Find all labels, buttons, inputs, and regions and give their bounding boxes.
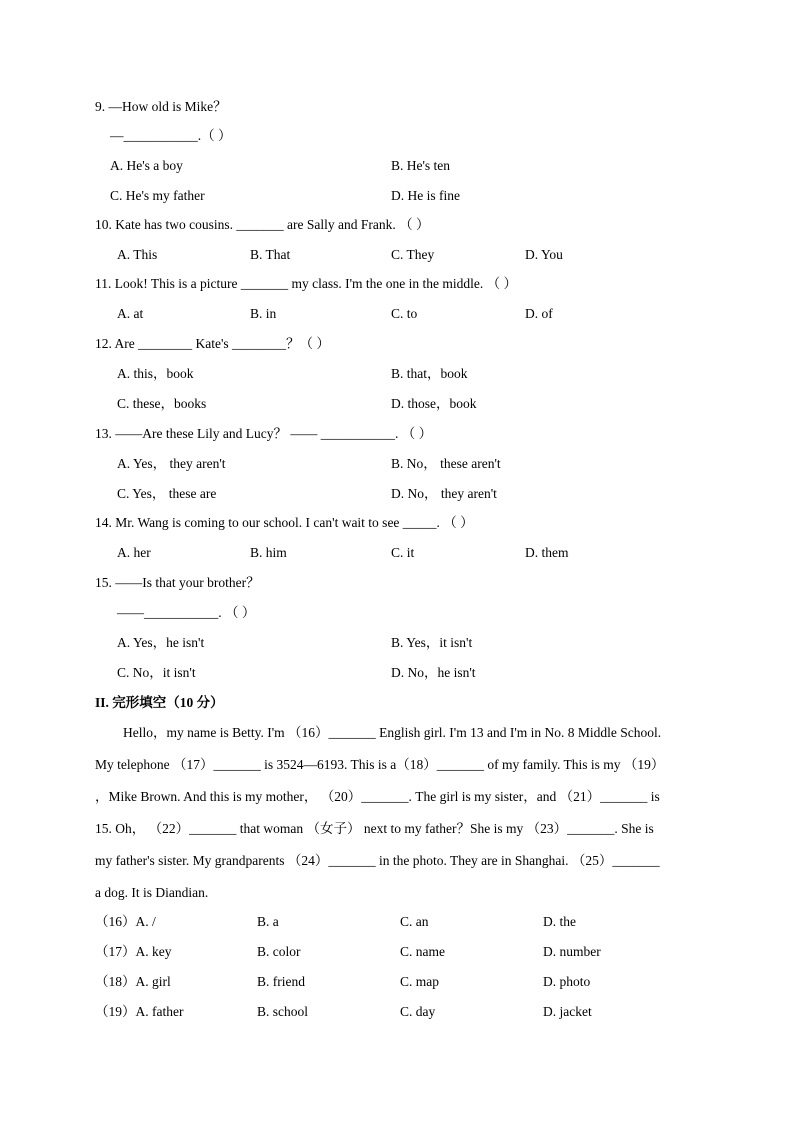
choice-b: B. color (257, 944, 301, 959)
choice-a: （18）A. girl (95, 974, 171, 989)
option-b: B. in (250, 306, 277, 321)
question-stem: 12. Are ________ Kate's ________？（ ） (95, 336, 330, 351)
option-b: B. That (250, 247, 291, 262)
option-b: B. Yes，it isn't (391, 635, 473, 650)
passage-line: My telephone （17）_______ is 3524—6193. This is a（18）_______ of my family. This is my （19） (95, 757, 665, 772)
option-b: B. No， these aren't (391, 456, 501, 471)
option-c: C. these，books (117, 396, 207, 411)
choice-b: B. friend (257, 974, 305, 989)
option-c: C. No，it isn't (117, 665, 196, 680)
choice-a: （19）A. father (95, 1004, 184, 1019)
option-a: A. He's a boy (110, 158, 183, 173)
answer-line: ——___________. （ ） (117, 605, 256, 620)
option-d: D. You (525, 247, 563, 262)
choice-a: （17）A. key (95, 944, 172, 959)
choice-c: C. an (400, 914, 429, 929)
passage-line: 15. Oh， （22）_______ that woman （女子） next to my father？She is my （23）_______. She is (95, 821, 654, 836)
option-a: A. Yes，he isn't (117, 635, 205, 650)
choice-d: D. the (543, 914, 576, 929)
passage-line: a dog. It is Diandian. (95, 885, 209, 900)
passage-line: Hello，my name is Betty. I'm （16）_______ English girl. I'm 13 and I'm in No. 8 Middle School. (123, 725, 662, 740)
choice-b: B. school (257, 1004, 309, 1019)
option-d: D. those，book (391, 396, 477, 411)
option-b: B. that，book (391, 366, 468, 381)
question-stem: 11. Look! This is a picture _______ my class. I'm the one in the middle. （ ） (95, 276, 517, 291)
option-d: D. He is fine (391, 188, 460, 203)
option-d: D. them (525, 545, 569, 560)
answer-line: —___________.（ ） (110, 128, 232, 143)
option-c: C. Yes， these are (117, 486, 217, 501)
question-stem: 14. Mr. Wang is coming to our school. I can't wait to see _____. （ ） (95, 515, 474, 530)
option-d: D. No， they aren't (391, 486, 497, 501)
section-heading: II. 完形填空（10 分） (95, 695, 224, 710)
option-d: D. No，he isn't (391, 665, 476, 680)
question-stem: 9. —How old is Mike？ (95, 99, 227, 114)
option-b: B. He's ten (391, 158, 451, 173)
option-a: A. This (117, 247, 158, 262)
option-c: C. to (391, 306, 418, 321)
option-c: C. They (391, 247, 435, 262)
choice-a: （16）A. / (95, 914, 156, 929)
choice-c: C. name (400, 944, 445, 959)
choice-b: B. a (257, 914, 279, 929)
choice-c: C. map (400, 974, 439, 989)
option-c: C. He's my father (110, 188, 205, 203)
passage-line: ，Mike Brown. And this is my mother， （20）_______. The girl is my sister，and （21）_______ is (95, 789, 660, 804)
option-a: A. her (117, 545, 151, 560)
passage-line: my father's sister. My grandparents （24）_______ in the photo. They are in Shanghai. （25）_______ (95, 853, 660, 868)
choice-d: D. number (543, 944, 601, 959)
question-stem: 15. ——Is that your brother？ (95, 575, 260, 590)
choice-d: D. photo (543, 974, 591, 989)
option-b: B. him (250, 545, 287, 560)
choice-d: D. jacket (543, 1004, 592, 1019)
option-d: D. of (525, 306, 553, 321)
option-a: A. Yes， they aren't (117, 456, 226, 471)
choice-c: C. day (400, 1004, 436, 1019)
question-stem: 13. ——Are these Lily and Lucy？ —— ___________. （ ） (95, 426, 433, 441)
option-a: A. at (117, 306, 144, 321)
option-c: C. it (391, 545, 415, 560)
option-a: A. this，book (117, 366, 194, 381)
question-stem: 10. Kate has two cousins. _______ are Sally and Frank. （ ） (95, 217, 430, 232)
